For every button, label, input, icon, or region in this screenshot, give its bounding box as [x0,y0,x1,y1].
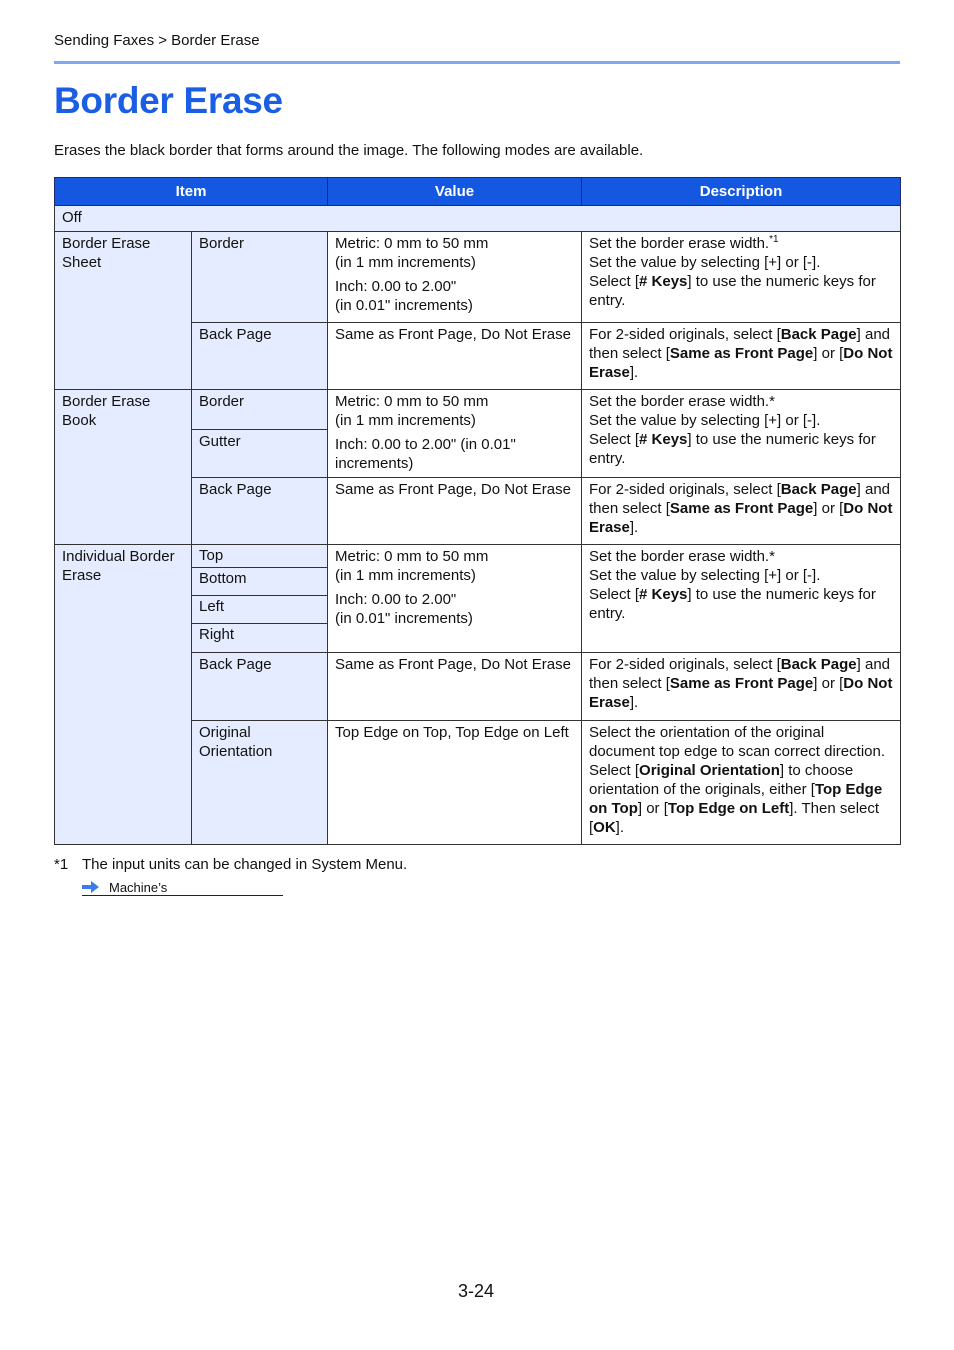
subitem-original-orientation: Original Orientation [192,721,328,845]
subitem-right: Right [192,624,328,653]
border-erase-table [54,177,901,845]
table-row [55,206,901,232]
intro-text: Erases the black border that forms around the image. The following modes are available. [54,142,644,159]
value-cell [328,232,582,323]
machine-reference-link[interactable] [82,880,283,896]
subitem-back-page: Back Page [192,323,328,390]
breadcrumb: Sending Faxes > Border Erase [54,32,260,49]
subitem-bottom: Bottom [192,568,328,596]
value-cell: Same as Front Page, Do Not Erase [328,323,582,390]
table-row [55,232,901,323]
item-individual-border-erase: Individual Border Erase [55,545,192,845]
subitem-border: Border [192,232,328,323]
subitem-gutter: Gutter [192,430,328,478]
header-description: Description [582,178,901,206]
footnote-mark: *1 [54,856,69,873]
value-metric: Metric: 0 mm to 50 mm [335,235,489,252]
off-row-label: Off [55,206,901,232]
value-cell: Metric: 0 mm to 50 mm (in 1 mm increments) Inch: 0.00 to 2.00" (in 0.01" increments) [328,545,582,653]
link-label: Machine’s [109,880,168,895]
table-header-row [55,178,901,206]
header-rule [54,61,900,64]
description-cell: Set the border erase width.* Set the value by selecting [+] or [-]. Select [# Keys] to use the numeric keys for entry. [582,390,901,478]
description-cell: Set the border erase width.$^{*1}$ Set the value by selecting [+] or [-]. Select [# Keys] to use the numeric keys for entry. [582,232,901,323]
subitem-border: Border [192,390,328,430]
description-cell: For 2-sided originals, select [Back Page] and then select [Same as Front Page] or [Do Not Erase]. [582,323,901,390]
page-number: 3-24 [458,1281,495,1301]
description-cell: For 2-sided originals, select [Back Page] and then select [Same as Front Page] or [Do Not Erase]. [582,653,901,721]
value-cell: Same as Front Page, Do Not Erase [328,653,582,721]
description-cell: Set the border erase width.* Set the value by selecting [+] or [-]. Select [# Keys] to use the numeric keys for entry. [582,545,901,653]
description-cell: For 2-sided originals, select [Back Page] and then select [Same as Front Page] or [Do Not Erase]. [582,478,901,545]
subitem-back-page: Back Page [192,653,328,721]
footnote-text: The input units can be changed in System Menu. [82,856,408,873]
value-metric-note: (in 1 mm increments) [335,254,476,271]
value-cell: Same as Front Page, Do Not Erase [328,478,582,545]
item-border-erase-book: Border Erase Book [55,390,192,545]
value-cell: Metric: 0 mm to 50 mm (in 1 mm increments) Inch: 0.00 to 2.00" (in 0.01" increments) [328,390,582,478]
page-title: Border Erase [54,80,283,121]
table-row [55,545,901,568]
right-arrow-icon [82,881,100,896]
value-inch-note: (in 0.01" increments) [335,297,473,314]
subitem-left: Left [192,596,328,624]
description-cell: Select the orientation of the original document top edge to scan correct direction. Select [Original Orientation] to choose orientation of the originals, either [Top Edge on Top] or [Top Edge on Left]. Then select [OK]. [582,721,901,845]
subitem-top: Top [192,545,328,568]
header-item: Item [55,178,328,206]
item-border-erase-sheet: Border Erase Sheet [55,232,192,390]
value-inch: Inch: 0.00 to 2.00" [335,278,457,295]
subitem-back-page: Back Page [192,478,328,545]
value-cell: Top Edge on Top, Top Edge on Left [328,721,582,845]
header-value: Value [328,178,582,206]
footnote-ref: *1 [769,234,779,245]
footnote [54,856,407,873]
table-row [55,390,901,430]
